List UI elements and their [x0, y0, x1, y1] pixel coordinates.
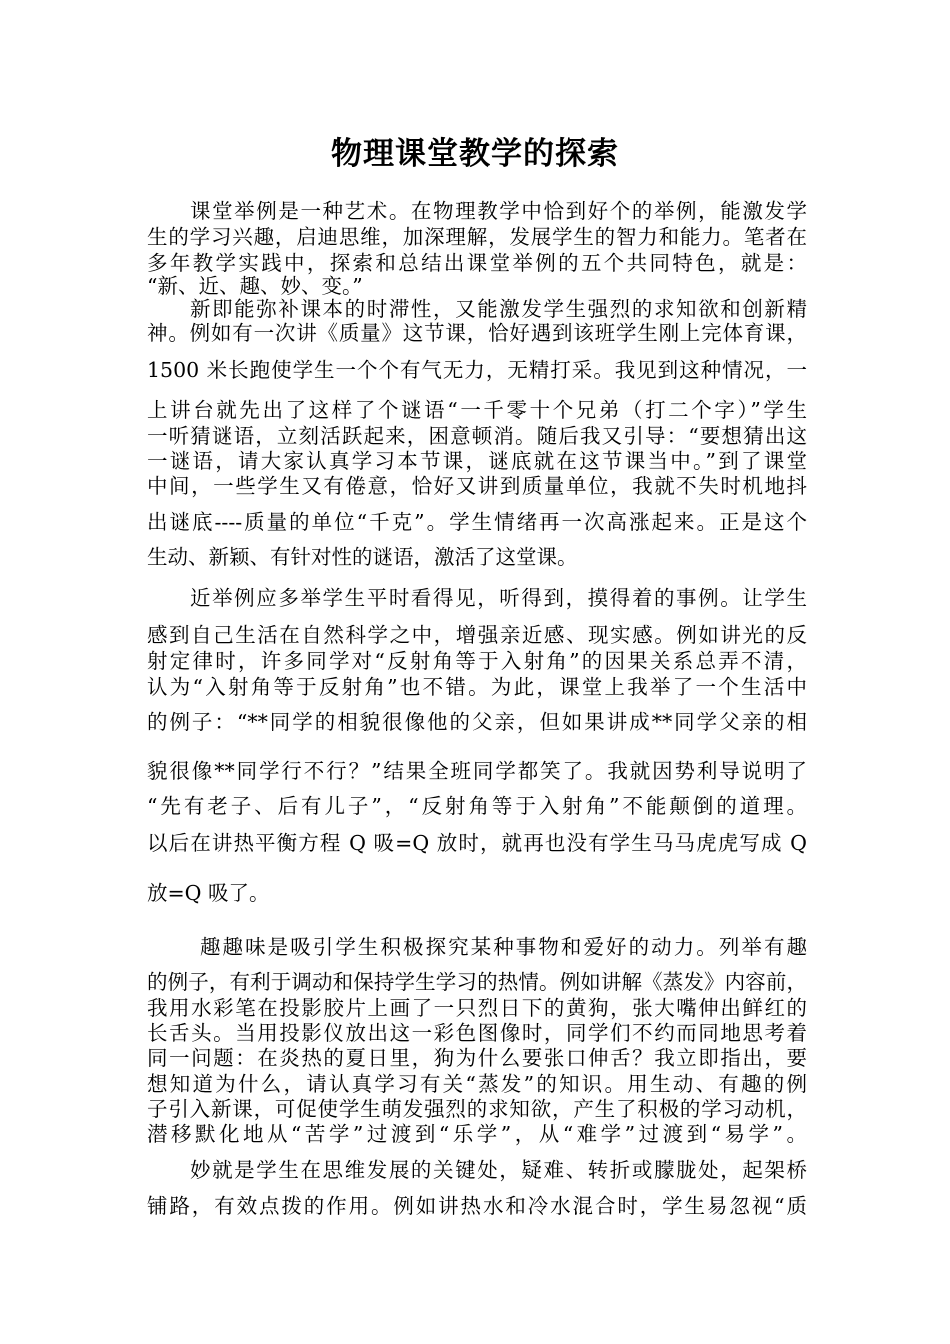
- paragraph-line: 生动、新颖、有针对性的谜语，激活了这堂课。: [147, 545, 578, 569]
- paragraph-line: 长舌头。当用投影仪放出这一彩色图像时，同学们不约而同地思考着: [147, 1021, 807, 1045]
- paragraph-line: 想知道为什么，请认真学习有关“蒸发”的知识。用生动、有趣的例: [147, 1072, 807, 1096]
- paragraph-line: 潜移默化地从“苦学”过渡到“乐学”，从“难学”过渡到“易学”。: [147, 1122, 807, 1146]
- paragraph-line: 中间，一些学生又有倦意，恰好又讲到质量单位，我就不失时机地抖: [147, 474, 807, 498]
- paragraph-line: 感到自己生活在自然科学之中，增强亲近感、现实感。例如讲光的反: [147, 623, 807, 647]
- paragraph-line: 新即能弥补课本的时滞性，又能激发学生强烈的求知欲和创新精: [190, 297, 807, 321]
- paragraph-line: 生的学习兴趣，启迪思维，加深理解，发展学生的智力和能力。笔者在: [147, 225, 807, 249]
- paragraph-line: 的例子：“**同学的相貌很像他的父亲，但如果讲成**同学父亲的相: [147, 710, 807, 734]
- paragraph-line: 一听猜谜语，立刻活跃起来，困意顿消。随后我又引导：“要想猜出这: [147, 424, 807, 448]
- paragraph-line: 以后在讲热平衡方程 Q 吸=Q 放时，就再也没有学生马马虎虎写成 Q: [147, 831, 807, 855]
- paragraph-line: 同一问题：在炎热的夏日里，狗为什么要张口伸舌？我立即指出，要: [147, 1046, 807, 1070]
- paragraph-line: 貌很像**同学行不行？”结果全班同学都笑了。我就因势利导说明了: [147, 759, 807, 783]
- paragraph-line: 认为“入射角等于反射角”也不错。为此，课堂上我举了一个生活中: [147, 675, 807, 699]
- paragraph-line: 的例子，有利于调动和保持学生学习的热情。例如讲解《蒸发》内容前，: [147, 970, 807, 994]
- paragraph-line: 1500 米长跑使学生一个个有气无力，无精打采。我见到这种情况，一: [147, 358, 807, 382]
- paragraph-line: 妙就是学生在思维发展的关键处，疑难、转折或朦胧处，起架桥: [190, 1158, 807, 1182]
- paragraph-line: 射定律时，许多同学对“反射角等于入射角”的因果关系总弄不清，: [147, 649, 807, 673]
- page-title: 物理课堂教学的探索: [331, 136, 619, 172]
- paragraph-line: 出谜底----质量的单位“千克”。学生情绪再一次高涨起来。正是这个: [147, 510, 807, 534]
- paragraph-line: 我用水彩笔在投影胶片上画了一只烈日下的黄狗，张大嘴伸出鲜红的: [147, 996, 807, 1020]
- paragraph-line: 多年教学实践中，探索和总结出课堂举例的五个共同特色，就是：: [147, 251, 807, 275]
- paragraph-line: 子引入新课，可促使学生萌发强烈的求知欲，产生了积极的学习动机，: [147, 1097, 807, 1121]
- paragraph-line: “先有老子、后有儿子”，“反射角等于入射角”不能颠倒的道理。: [147, 794, 807, 818]
- paragraph-line: 上讲台就先出了这样了个谜语“一千零十个兄弟（打二个字）”学生: [147, 398, 807, 422]
- paragraph-line: 放=Q 吸了。: [147, 881, 270, 905]
- paragraph-line: 一谜语，请大家认真学习本节课，谜底就在这节课当中。”到了课堂: [147, 449, 807, 473]
- paragraph-line: “新、近、趣、妙、变。”: [147, 274, 363, 298]
- paragraph-line: 铺路，有效点拨的作用。例如讲热水和冷水混合时，学生易忽视“质: [147, 1194, 807, 1218]
- paragraph-line: 课堂举例是一种艺术。在物理教学中恰到好个的举例，能激发学: [190, 199, 807, 223]
- paragraph-line: 趣趣味是吸引学生积极探究某种事物和爱好的动力。列举有趣: [200, 935, 807, 959]
- paragraph-line: 近举例应多举学生平时看得见，听得到，摸得着的事例。让学生: [190, 586, 807, 610]
- paragraph-line: 神。例如有一次讲《质量》这节课，恰好遇到该班学生刚上完体育课，: [147, 321, 807, 345]
